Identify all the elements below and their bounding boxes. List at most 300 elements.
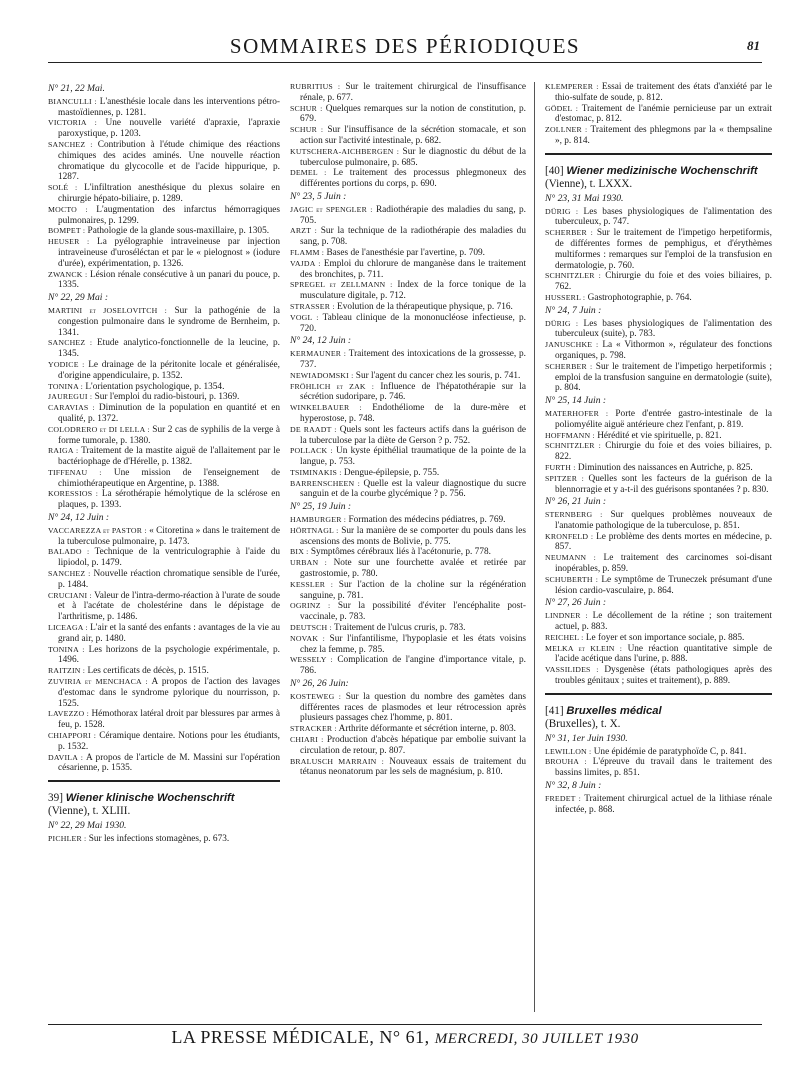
author-name: SANCHEZ : <box>48 569 91 579</box>
article-entry <box>545 633 772 644</box>
author-name: CRUCIANI : <box>48 590 92 600</box>
article-title: La sérothérapie hémolytique de la sclérose en plaques, p. 1393. <box>58 489 280 511</box>
author-name: VACCAREZZA et PASTOR : <box>48 525 147 535</box>
author-name: GÖDEL : <box>544 103 579 113</box>
article-entry <box>545 228 772 271</box>
author-name: HUSSERL : <box>544 292 586 302</box>
article-title: Une épidémie de paratyphoïde C, p. 841. <box>593 746 747 757</box>
article-entry <box>545 104 772 126</box>
author-name: FRÖHLICH et ZAK : <box>290 381 375 391</box>
article-entry <box>48 392 280 403</box>
article-title: Une réaction quantitative simple de l'acide acétique dans l'urine, p. 888. <box>554 643 772 665</box>
author-name: HÖRTNAGL : <box>290 525 339 535</box>
article-title: La pyélographie intraveineuse par injection intraveineuse d'uroséléctan et par le « pielognost » (iodure d'urée), expérimentation, p. 1326. <box>58 237 280 269</box>
page-number: 81 <box>747 38 760 53</box>
article-entry <box>545 553 772 575</box>
article-title: Sur le traitement de l'impetigo herpetiformis, de différentes formes de pemphigus, et d'érythèmes multiformes : remarques sur l'emploi de la transfusion en dermatologie, p. 760. <box>554 228 772 271</box>
article-entry <box>290 371 526 382</box>
article-entry <box>48 547 280 569</box>
author-name: HEUSER : <box>48 237 90 247</box>
author-name: WINKELBAUER : <box>290 403 362 413</box>
author-name: DÜRIG : <box>544 206 579 216</box>
article-entry <box>48 382 280 393</box>
article-entry <box>48 338 280 360</box>
author-name: WESSELY : <box>290 655 333 665</box>
author-name: CHIARI : <box>290 735 324 745</box>
author-name: RAIGA : <box>48 446 79 456</box>
issue-number: N° 24, 12 Juin : <box>290 335 352 347</box>
journal-heading <box>545 165 772 191</box>
journal-heading <box>545 705 772 731</box>
footer-date: MERCREDI, 30 JUILLET 1930 <box>434 1031 639 1047</box>
article-entry <box>48 645 280 667</box>
article-title: Les certificats de décès, p. 1515. <box>87 666 209 677</box>
issue-number: N° 26, 26 Juin: <box>290 678 349 690</box>
article-title: Formation des médecins pédiatres, p. 769. <box>348 515 506 526</box>
content-columns <box>48 82 772 1012</box>
article-title: Céramique dentaire. Notions pour les étudiants, p. 1532. <box>58 731 280 752</box>
author-name: DAVILA : <box>48 752 84 762</box>
article-title: Les horizons de la psychologie expérimentale, p. 1496. <box>58 644 280 666</box>
issue-number: N° 24, 7 Juin : <box>544 304 602 316</box>
page-header <box>48 30 762 63</box>
author-name: REICHEL : <box>544 632 584 642</box>
author-name: DEUTSCH : <box>290 623 332 633</box>
author-name: SPITZER : <box>544 473 584 483</box>
article-entry <box>290 425 526 447</box>
author-name: KLEMPERER : <box>544 82 599 91</box>
journal-number: [41] <box>544 704 564 717</box>
author-name: KESSLER : <box>290 579 334 589</box>
article-entry <box>290 382 526 404</box>
article-title: « Citoretina » dans le traitement de la tuberculose pulmonaire, p. 1473. <box>58 525 280 547</box>
article-entry <box>48 237 280 269</box>
author-name: SCHUR : <box>290 103 323 113</box>
article-title: Sur l'emploi du radio-bistouri, p. 1369. <box>94 392 240 403</box>
author-name: STERNBERG : <box>544 510 603 520</box>
article-title: A propos de l'action des lavages d'estomac dans le syndrome pylorique du nourrisson, p. 1525. <box>58 677 281 709</box>
article-title: Traitement chirurgical actuel de la lithiase rénale infectée, p. 868. <box>554 793 773 815</box>
article-title: Traitement de la mastite aiguë de l'allaitement par le bactériophage de d'Hérelle, p. 1382. <box>58 446 280 468</box>
article-title: Quels sont les facteurs actifs dans la guérison de la tuberculose par la diète de Gerson ? p. 752. <box>300 424 526 446</box>
article-title: Sur la pathogénie de la congestion pulmonaire dans le syndrome de Bernheim, p. 1341. <box>58 305 280 338</box>
issue-number: N° 32, 8 Juin : <box>544 780 602 792</box>
article-title: Arthrite déformante et sécrétion interne, p. 803. <box>338 724 517 735</box>
article-title: Sur le traitement de l'impetigo herpetiformis ; emploi de la transfusion sanguine en dermatologie (suite), p. 804. <box>554 361 772 394</box>
article-title: Le drainage de la péritonite locale et généralisée, d'origine appendiculaire, p. 1352. <box>58 359 280 381</box>
article-entry <box>48 709 280 731</box>
article-entry <box>48 425 280 447</box>
author-name: STRACKER : <box>290 724 337 734</box>
author-name: KOSTEWEG : <box>290 691 342 701</box>
author-name: TIFFENAU : <box>48 467 102 477</box>
article-entry <box>290 168 526 190</box>
article-title: Nouvelle réaction chromatique sensible de l'urée, p. 1484. <box>58 569 280 590</box>
author-name: SCHERBER : <box>544 361 593 371</box>
article-title: Index de la force tonique de la musculature digitale, p. 712. <box>300 280 526 302</box>
author-name: SANCHEZ : <box>48 338 93 348</box>
author-name: URBAN : <box>290 558 328 568</box>
author-name: JAGIC et SPENGLER : <box>290 204 373 214</box>
article-entry <box>545 575 772 597</box>
issue-number: N° 26, 21 Juin : <box>544 496 607 508</box>
article-entry <box>290 468 526 479</box>
article-title: Traitement des intoxications de la grossesse, p. 737. <box>300 349 526 370</box>
article-title: Sur la technique de la radiothérapie des maladies du sang, p. 708. <box>300 226 526 248</box>
article-title: Influence de l'hépatothérapie sur la sécrétion sudoripare, p. 746. <box>300 381 526 403</box>
article-title: Le décollement de la rétine ; son traitement actuel, p. 883. <box>554 611 772 633</box>
article-title: Un kyste épithélial traumatique de la pointe de la langue, p. 753. <box>300 446 526 468</box>
article-entry <box>545 409 772 431</box>
article-entry <box>545 441 772 463</box>
article-title: Le traitement des carcinomes soi-disant inopérables, p. 859. <box>554 553 773 575</box>
author-name: DÜRIG : <box>544 318 579 328</box>
article-title: L'orientation psychologique, p. 1354. <box>85 381 225 392</box>
article-title: Une mission de l'enseignement de chimiothérapeutique en Argentine, p. 1388. <box>58 467 280 489</box>
article-title: La « Vithormon », régulateur des fonctions organiques, p. 798. <box>554 340 772 361</box>
column-3 <box>545 82 772 1012</box>
author-name: ZWANCK : <box>48 269 88 279</box>
author-name: BARRENSCHEEN : <box>290 478 361 488</box>
issue-number: N° 24, 12 Juin : <box>48 512 110 524</box>
issue-number: N° 23, 31 Mai 1930. <box>544 192 624 204</box>
article-entry <box>290 724 526 735</box>
article-title: Sur 2 cas de syphilis de la verge à forme tumorale, p. 1380. <box>58 424 280 446</box>
article-entry <box>545 125 772 147</box>
issue-number: N° 27, 26 Juin : <box>544 597 607 609</box>
article-entry <box>545 474 772 496</box>
author-name: MARTINI et JOSELOVITCH : <box>48 305 168 315</box>
article-title: Radiothérapie des maladies du sang, p. 705. <box>300 204 526 226</box>
article-title: Sur le diagnostic du début de la tuberculose pulmonaire, p. 685. <box>300 146 526 168</box>
author-name: KRONFELD : <box>544 531 594 541</box>
author-name: HAMBURGER : <box>290 515 347 525</box>
article-title: Le traitement des processus phlegmoneux des différentes portions du corps, p. 690. <box>300 168 526 190</box>
article-title: Quelle est la valeur diagnostique du sucre sanguin et de la courbe glycémique ? p. 756. <box>300 478 526 500</box>
author-name: SOLÉ : <box>48 183 78 193</box>
article-title: Une nouvelle variété d'apraxie, l'apraxie paroxystique, p. 1203. <box>58 118 281 140</box>
author-name: CHIAPPORI : <box>48 731 97 741</box>
author-name: VASSILIDES : <box>544 665 599 675</box>
journal-number: 39] <box>48 792 63 805</box>
article-title: Valeur de l'intra-dermo-réaction à l'urate de soude et à l'acétate de cholestérine dans le dépistage de l'arthritisme, p. 1486. <box>58 590 280 623</box>
article-entry <box>48 834 280 845</box>
article-title: Quelques remarques sur la notion de constitution, p. 679. <box>300 103 526 125</box>
article-entry <box>48 731 280 753</box>
article-title: Endothéliome de la dure-mère et hyperostose, p. 748. <box>300 403 526 424</box>
author-name: SCHNITZLER : <box>544 271 602 281</box>
article-entry <box>48 666 280 677</box>
author-name: MOCTO : <box>48 204 88 214</box>
article-title: Note sur une fourchette avalée et retirée par gastrostomie, p. 780. <box>300 558 526 580</box>
article-entry <box>290 634 526 656</box>
article-entry <box>545 431 772 442</box>
article-title: L'anesthésie locale dans les interventions pétro-mastoïdiennes, p. 1281. <box>58 96 281 118</box>
author-name: BIX : <box>290 547 309 557</box>
author-name: TSIMINAKIS : <box>290 467 342 477</box>
article-title: Nouveaux essais de traitement du tétanus neonatorum par les sels de magnésium, p. 810. <box>300 756 526 778</box>
author-name: ZOLLNER : <box>544 125 588 135</box>
section-rule <box>48 780 280 782</box>
author-name: ARZT : <box>290 226 317 236</box>
author-name: SANCHEZ : <box>48 139 93 149</box>
footer-journal: LA PRESSE MÉDICALE, N° 61, <box>171 1027 430 1047</box>
issue-number: N° 31, 1er Juin 1930. <box>544 732 628 744</box>
article-title: Chirurgie du foie et des voies biliaires, p. 822. <box>554 441 773 463</box>
author-name: VICTORIA : <box>48 118 97 128</box>
section-rule <box>545 153 772 155</box>
article-entry <box>545 644 772 666</box>
author-name: STRASSER : <box>290 301 335 311</box>
journal-details: (Vienne), t. LXXX. <box>544 177 633 190</box>
author-name: LICEAGA : <box>48 623 88 633</box>
author-name: JAUREGUI : <box>48 392 93 402</box>
journal-name: Wiener klinische Wochenschrift <box>65 792 235 805</box>
article-entry <box>290 446 526 468</box>
author-name: TONINA : <box>48 644 85 654</box>
issue-number: N° 22, 29 Mai : <box>48 292 109 304</box>
article-entry <box>290 547 526 558</box>
article-entry <box>48 97 280 119</box>
issue-number: N° 25, 19 Juin : <box>290 501 352 513</box>
article-title: Symptômes cérébraux liés à l'acétonurie, p. 778. <box>310 547 491 558</box>
author-name: FURTH : <box>544 462 576 472</box>
article-entry <box>290 248 526 259</box>
article-entry <box>290 655 526 677</box>
article-entry <box>545 271 772 293</box>
article-title: Traitement des phlegmons par la « thempsaline », p. 814. <box>554 125 773 146</box>
author-name: TONINA : <box>48 381 84 391</box>
article-entry <box>290 349 526 371</box>
article-title: Le symptôme de Truneczek présumant d'une lésion cardio-vasculaire, p. 864. <box>554 574 772 596</box>
article-entry <box>290 125 526 147</box>
article-entry <box>545 611 772 633</box>
article-entry <box>290 259 526 281</box>
issue-number: N° 23, 5 Juin : <box>290 190 347 202</box>
journal-name: Bruxelles médical <box>566 704 662 717</box>
article-title: Technique de la ventriculographie à l'aide du lipiodol, p. 1479. <box>58 547 281 569</box>
article-entry <box>545 665 772 687</box>
article-title: Lésion rénale consécutive à un panari du pouce, p. 1335. <box>58 269 280 291</box>
article-entry <box>545 207 772 229</box>
author-name: DEMEL : <box>290 168 327 178</box>
article-entry <box>48 489 280 511</box>
article-entry <box>545 747 772 758</box>
author-name: NOVAK : <box>290 633 325 643</box>
article-entry <box>290 205 526 227</box>
article-title: Sur l'agent du cancer chez les souris, p. 741. <box>355 370 521 381</box>
article-title: Sur quelques problèmes nouveaux de l'anatomie pathologique de la tuberculose, p. 851. <box>554 510 773 531</box>
issue-number: N° 21, 22 Mai. <box>48 83 105 94</box>
article-title: Le problème des dents mortes en médecine, p. 857. <box>554 531 772 553</box>
article-entry <box>545 293 772 304</box>
author-name: SCHUBERTH : <box>544 574 599 584</box>
article-title: Diminution de la population en quantité et en qualité, p. 1372. <box>58 403 281 424</box>
author-name: SCHNITZLER : <box>544 441 602 451</box>
article-entry <box>290 104 526 126</box>
article-title: Le foyer et son importance sociale, p. 885. <box>585 632 745 643</box>
issue-number: N° 25, 14 Juin : <box>544 395 607 407</box>
article-entry <box>48 569 280 591</box>
article-title: Complication de l'angine d'importance vitale, p. 786. <box>300 655 526 677</box>
column-1 <box>48 82 280 1012</box>
article-entry <box>290 280 526 302</box>
article-title: Quelles sont les facteurs de la guérison de la blennorragie et y a-t-il des guérisons spontanées ? p. 830. <box>554 473 772 495</box>
article-entry <box>290 403 526 425</box>
article-entry <box>290 226 526 248</box>
article-title: L'épreuve du travail dans le traitement des bassins limites, p. 851. <box>554 757 772 779</box>
article-entry <box>545 82 772 104</box>
article-entry <box>48 140 280 183</box>
author-name: KUTSCHERA-AICHBERGEN : <box>290 146 400 156</box>
author-name: BOMPET : <box>48 226 86 236</box>
article-title: Sur la possibilité d'éviter l'encéphalite post-vaccinale, p. 783. <box>300 601 526 623</box>
article-title: Evolution de la thérapeutique physique, p. 716. <box>337 301 513 312</box>
article-entry <box>545 794 772 816</box>
author-name: LAVEZZO : <box>48 709 89 719</box>
author-name: NEWIADOMSKI : <box>290 370 354 380</box>
author-name: MELKA et KLEIN : <box>544 643 623 653</box>
article-entry <box>48 468 280 490</box>
article-entry <box>290 623 526 634</box>
author-name: DE RAADT : <box>290 424 337 434</box>
column-2 <box>290 82 535 1012</box>
article-title: A propos de l'article de M. Massini sur l'opération césarienne, p. 1535. <box>58 752 280 774</box>
author-name: FREDET : <box>544 793 582 803</box>
article-title: Sur l'insuffisance de la sécrétion stomacale, et son action sur l'activité intestinale, p. 682. <box>300 125 526 146</box>
article-title: Les bases physiologiques de l'alimentation des tuberculeux (suite), p. 783. <box>554 318 772 340</box>
article-title: Diminution des naissances en Autriche, p. 825. <box>577 462 753 473</box>
article-entry <box>48 403 280 425</box>
article-title: Production d'abcès hépatique par embolie suivant la circulation de retour, p. 807. <box>300 735 526 756</box>
issue-number: N° 22, 29 Mai 1930. <box>48 820 127 832</box>
article-title: Bases de l'anesthésie par l'avertine, p. 709. <box>326 247 485 258</box>
author-name: KERMAUNER : <box>290 349 347 359</box>
author-name: NEUMANN : <box>544 553 596 563</box>
author-name: BRALUSCH MARRAIN : <box>290 756 384 766</box>
article-title: Sur la manière de se comporter du pouls dans les ascensions des monts de Bolivie, p. 775. <box>300 525 526 547</box>
article-entry <box>48 226 280 237</box>
author-name: YODICE : <box>48 359 85 369</box>
article-entry <box>48 205 280 227</box>
author-name: RAITZIN : <box>48 666 86 676</box>
article-entry <box>48 270 280 292</box>
article-title: Dysgenèse (états pathologiques après des troubles génitaux ; suites et traitement), p. 889. <box>554 665 772 687</box>
article-title: L'augmentation des infarctus hémorragiques pulmonaires, p. 1299. <box>58 204 280 226</box>
article-title: Sur la question du nombre des gamètes dans différentes races de plasmodes et leur rétrocession après plusieurs passages chez l'homme, p. 801. <box>300 691 526 724</box>
page-footer <box>48 1024 762 1049</box>
author-name: VAJDA : <box>290 258 321 268</box>
article-entry <box>48 306 280 338</box>
article-title: Contribution à l'étude chimique des réactions chimiques des acides aminés. Une nouvelle réaction chromatique du glycocolle et de l'acide hippurique, p. 1287. <box>58 139 280 183</box>
author-name: BIANCULLI : <box>48 96 97 106</box>
article-title: Chirurgie du foie et des voies biliaires, p. 762. <box>554 271 773 293</box>
article-entry <box>545 362 772 394</box>
article-entry <box>545 510 772 532</box>
article-entry <box>48 591 280 623</box>
article-title: Les bases physiologiques de l'alimentation des tuberculeux, p. 747. <box>554 206 772 228</box>
section-rule <box>545 693 772 695</box>
article-title: Hérédité et vie spirituelle, p. 821. <box>597 430 722 441</box>
author-name: BALADO : <box>48 547 90 557</box>
author-name: JANUSCHKE : <box>544 340 599 350</box>
article-entry <box>48 526 280 548</box>
article-title: L'infiltration anesthésique du plexus solaire en chirurgie hépato-biliaire, p. 1289. <box>58 183 280 204</box>
article-entry <box>48 753 280 775</box>
article-entry <box>545 532 772 554</box>
article-entry <box>290 692 526 724</box>
article-title: Pathologie de la glande sous-maxillaire, p. 1305. <box>87 226 270 237</box>
article-title: Sur l'infantilisme, l'hypoplasie et les états voisins chez la femme, p. 785. <box>300 633 526 655</box>
author-name: SPREGEL et ZELLMANN : <box>290 280 393 290</box>
journal-details: (Vienne), t. XLIII. <box>48 805 131 818</box>
article-entry <box>290 302 526 313</box>
article-title: Sur les infections stomagènes, p. 673. <box>88 834 230 844</box>
author-name: POLLACK : <box>290 446 333 456</box>
article-entry <box>545 757 772 779</box>
article-entry <box>290 515 526 526</box>
journal-heading <box>48 792 280 818</box>
article-entry <box>290 735 526 757</box>
article-entry <box>290 147 526 169</box>
article-entry <box>545 463 772 474</box>
article-title: Gastrophotographie, p. 764. <box>587 292 692 303</box>
article-entry <box>48 360 280 382</box>
author-name: FLAMM : <box>290 247 325 257</box>
author-name: PICHLER : <box>48 834 87 843</box>
author-name: MATERHOFER : <box>544 408 609 418</box>
author-name: BROUHA : <box>544 757 587 767</box>
article-entry <box>290 601 526 623</box>
page-title: SOMMAIRES DES PÉRIODIQUES <box>229 34 581 58</box>
article-title: Etude analytico-fonctionnelle de la leucine, p. 1345. <box>58 338 280 360</box>
article-entry <box>290 558 526 580</box>
article-entry <box>290 580 526 602</box>
article-title: Emploi du chlorure de manganèse dans le traitement des bronchites, p. 711. <box>300 258 526 280</box>
article-entry <box>290 757 526 779</box>
article-title: Hémothorax latéral droit par blessures par armes à feu, p. 1528. <box>58 709 280 731</box>
author-name: COLODRERO et DI LELLA : <box>48 424 150 434</box>
journal-number: [40] <box>544 164 564 177</box>
journal-details: (Bruxelles), t. X. <box>544 717 621 730</box>
article-entry <box>290 313 526 335</box>
article-entry <box>290 479 526 501</box>
article-entry <box>48 446 280 468</box>
author-name: SCHUR : <box>290 125 324 135</box>
author-name: KORESSIOS : <box>48 489 99 499</box>
article-entry <box>48 118 280 140</box>
author-name: ZUVIRIA et MENCHACA : <box>48 677 148 687</box>
article-title: Traitement de l'anémie pernicieuse par un extrait d'estomac, p. 812. <box>554 103 772 125</box>
author-name: RUBRITIUS : <box>290 82 341 91</box>
article-entry <box>545 340 772 362</box>
author-name: HOFFMANN : <box>544 430 595 440</box>
article-title: L'air et la santé des enfants : avantages de la vie au grand air, p. 1480. <box>58 623 280 644</box>
article-title: Dengue-épilepsie, p. 755. <box>343 467 440 478</box>
author-name: CARAVIAS : <box>48 403 95 413</box>
author-name: VOGL : <box>290 312 319 322</box>
author-name: LEWILLON : <box>544 746 592 756</box>
article-entry <box>290 526 526 548</box>
article-entry <box>48 623 280 645</box>
article-title: Tableau clinique de la mononucléose infectieuse, p. 720. <box>300 312 526 334</box>
article-entry <box>545 319 772 341</box>
author-name: OGRINZ : <box>290 601 331 611</box>
article-entry <box>290 82 526 104</box>
article-title: Traitement de l'ulcus cruris, p. 783. <box>334 623 466 634</box>
journal-name: Wiener medizinische Wochenschrift <box>566 164 758 177</box>
article-title: Sur l'action de la choline sur la régénération sanguine, p. 781. <box>300 579 526 601</box>
